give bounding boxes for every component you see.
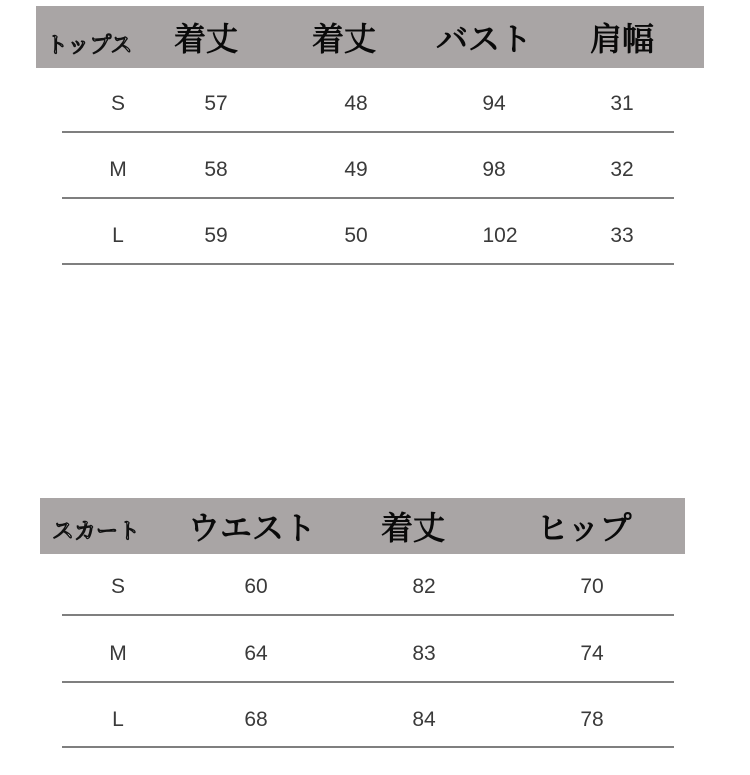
skirt-col-hip: ヒップ: [536, 509, 632, 547]
tops-row-m: [62, 143, 674, 199]
skirt-size: M: [109, 642, 127, 665]
tops-cell: 59: [204, 224, 228, 247]
tops-col-shoulder: 肩幅: [589, 20, 655, 58]
tops-cell: 98: [482, 158, 506, 181]
skirt-cell: 78: [580, 707, 604, 731]
tops-cell: 102: [482, 224, 518, 247]
tops-col-bust: バスト: [435, 20, 533, 58]
skirt-col-waist: ウエスト: [187, 509, 317, 547]
tops-cell: 33: [610, 224, 634, 247]
skirt-cell: 84: [412, 707, 436, 731]
tops-size: L: [112, 224, 124, 247]
tops-cell: 32: [610, 158, 634, 181]
tops-cell: 48: [344, 91, 368, 115]
tops-cell: 94: [482, 91, 506, 115]
tops-section-label: トップス: [46, 33, 133, 59]
tops-size: M: [109, 158, 127, 181]
tops-col-length-1: 着丈: [173, 20, 239, 58]
tops-header: [36, 6, 704, 68]
skirt-col-length: 着丈: [380, 509, 446, 547]
tops-cell: 31: [610, 91, 634, 115]
skirt-cell: 74: [580, 642, 604, 665]
skirt-row-l: [62, 693, 674, 748]
skirt-section-label: スカート: [52, 519, 141, 545]
tops-cell: 57: [204, 91, 228, 115]
skirt-header: [40, 498, 685, 554]
skirt-row-s: [62, 560, 674, 616]
skirt-row-m: [62, 627, 674, 683]
tops-cell: 58: [204, 158, 228, 181]
tops-cell: 49: [344, 158, 368, 181]
tops-size: S: [110, 91, 126, 115]
skirt-cell: 64: [244, 642, 268, 665]
skirt-cell: 83: [412, 642, 436, 665]
tops-cell: 50: [344, 224, 368, 247]
skirt-size: L: [112, 707, 124, 731]
tops-col-length-2: 着丈: [311, 20, 377, 58]
skirt-cell: 82: [412, 575, 436, 598]
skirt-cell: 60: [244, 575, 268, 598]
tops-row-l: [62, 209, 674, 265]
skirt-cell: 70: [580, 575, 604, 598]
skirt-cell: 68: [244, 707, 268, 731]
skirt-size: S: [110, 575, 126, 598]
tops-row-s: [62, 76, 674, 133]
